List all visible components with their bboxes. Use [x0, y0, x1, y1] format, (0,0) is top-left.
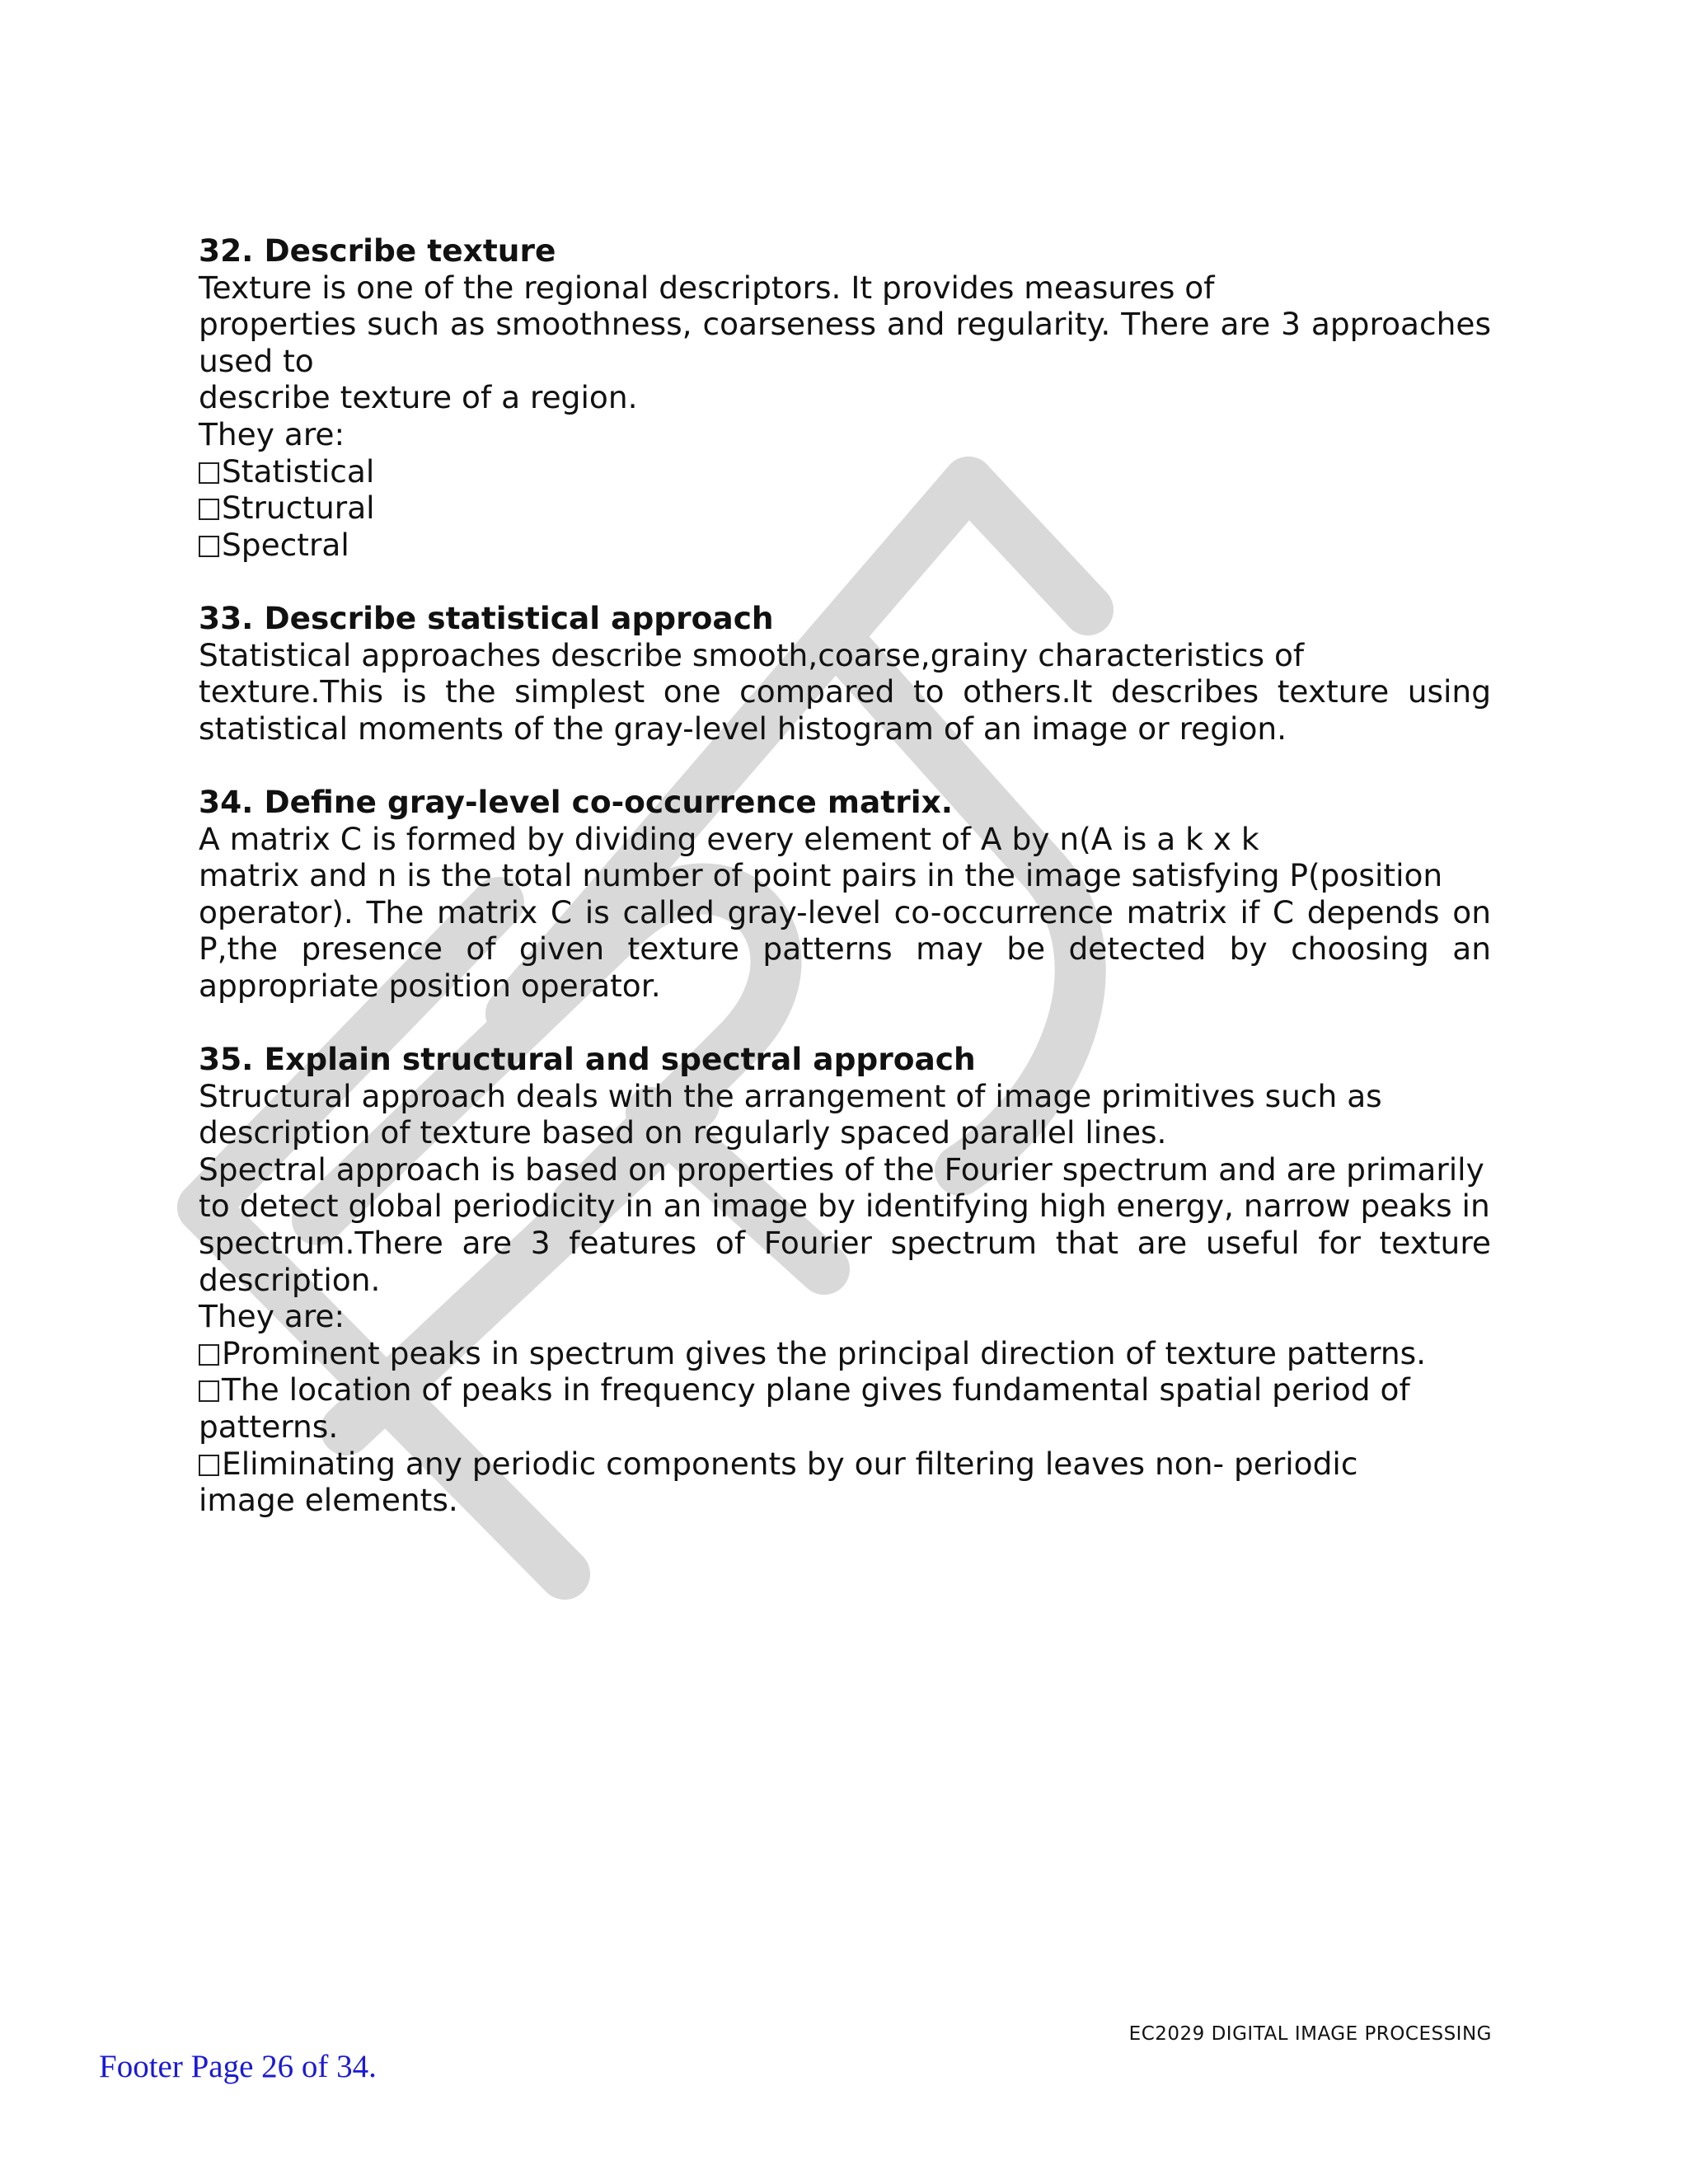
- page-footer: Footer Page 26 of 34.: [99, 2049, 377, 2084]
- text-line: used to: [199, 342, 314, 379]
- text-line: description.: [199, 1261, 381, 1298]
- text-line: Spectral approach is based on properties of the Fourier spectrum and are primarily: [199, 1151, 1484, 1188]
- text-line: appropriate position operator.: [199, 967, 661, 1004]
- text-line: description of texture based on regularly spaced parallel lines.: [199, 1114, 1167, 1151]
- list-item: Statistical: [199, 453, 1491, 490]
- checkbox-bullet-icon: [199, 1344, 219, 1366]
- section-33: [199, 600, 1491, 747]
- list-item: Prominent peaks in spectrum gives the principal direction of texture patterns.: [199, 1335, 1491, 1372]
- checkbox-bullet-icon: [199, 499, 219, 520]
- section-heading: 32. Describe texture: [199, 232, 556, 269]
- text-line: patterns.: [199, 1408, 339, 1445]
- text-line: Texture is one of the regional descriptors. It provides measures of: [199, 269, 1215, 306]
- text-line: properties such as smoothness, coarseness and regularity. There are 3 approaches: [199, 306, 1491, 343]
- text-line: operator). The matrix C is called gray-level co-occurrence matrix if C depends on: [199, 893, 1491, 930]
- text-line: Structural approach deals with the arrangement of image primitives such as: [199, 1077, 1382, 1114]
- section-heading: 34. Define gray-level co-occurrence matrix.: [199, 783, 953, 820]
- text-line: They are:: [199, 1298, 345, 1335]
- list-item: Spectral: [199, 527, 1491, 564]
- section-34: [199, 784, 1491, 1005]
- text-line: texture.This is the simplest one compared to others.It describes texture using: [199, 673, 1491, 710]
- checkbox-bullet-icon: [199, 1380, 219, 1402]
- list-item: Structural: [199, 490, 1491, 527]
- section-35: [199, 1041, 1491, 1519]
- text-line: matrix and n is the total number of point pairs in the image satisfying P(position: [199, 857, 1443, 894]
- section-32: [199, 232, 1491, 563]
- text-line: P,the presence of given texture patterns may be detected by choosing an: [199, 930, 1491, 968]
- running-footer: EC2029 DIGITAL IMAGE PROCESSING: [1128, 2023, 1492, 2045]
- checkbox-bullet-icon: [199, 1455, 219, 1476]
- text-line: spectrum.There are 3 features of Fourier spectrum that are useful for texture: [199, 1225, 1491, 1262]
- text-line: describe texture of a region.: [199, 379, 638, 416]
- checkbox-bullet-icon: [199, 462, 219, 484]
- text-line: A matrix C is formed by dividing every element of A by n(A is a k x k: [199, 820, 1259, 857]
- list-item: The location of peaks in frequency plane gives fundamental spatial period of: [199, 1371, 1491, 1408]
- text-line: to detect global periodicity in an image by identifying high energy, narrow peaks in: [199, 1188, 1490, 1225]
- text-line: They are:: [199, 415, 345, 452]
- text-line: Statistical approaches describe smooth,coarse,grainy characteristics of: [199, 636, 1305, 673]
- section-heading: 33. Describe statistical approach: [199, 599, 774, 636]
- text-line: image elements.: [199, 1482, 458, 1519]
- document-body: [199, 232, 1491, 1555]
- list-item: Eliminating any periodic components by our filtering leaves non- periodic: [199, 1446, 1491, 1483]
- text-line: statistical moments of the gray-level histogram of an image or region.: [199, 710, 1287, 747]
- section-heading: 35. Explain structural and spectral approach: [199, 1041, 976, 1078]
- checkbox-bullet-icon: [199, 536, 219, 557]
